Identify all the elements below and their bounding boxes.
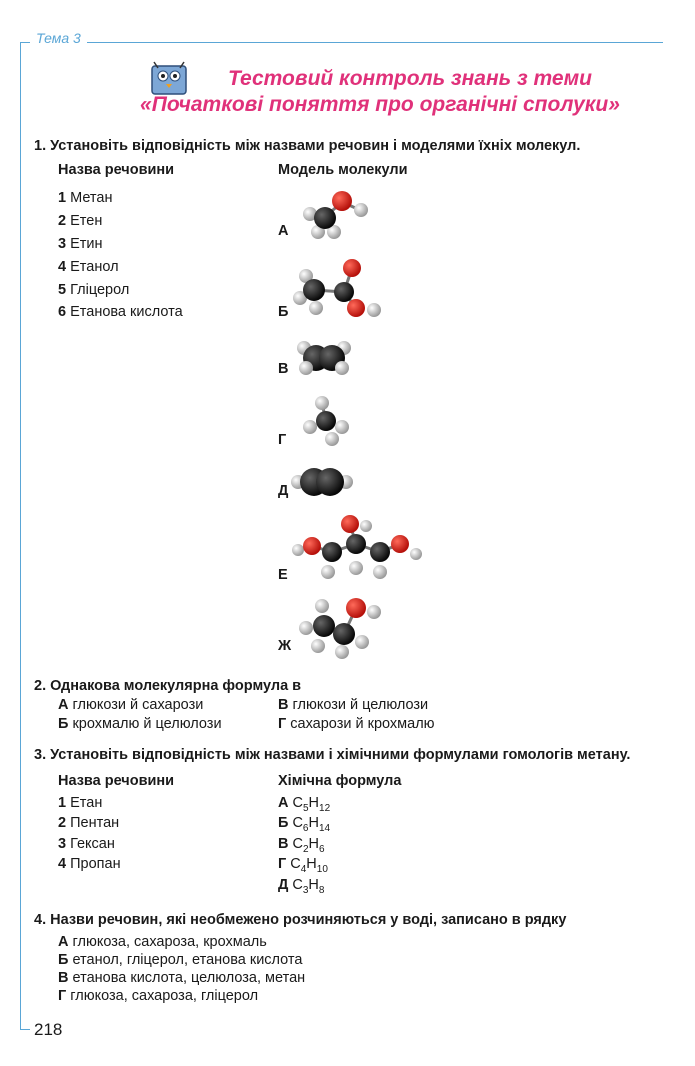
q1-item-4: 4 Етанол	[58, 259, 119, 275]
title-line-2: «Початкові поняття про органічні сполуки»	[140, 93, 620, 116]
q1-item-3: 3 Етин	[58, 236, 103, 252]
q4-option-v: В етанова кислота, целюлоза, метан	[58, 970, 306, 986]
q3-item-1: 1 Етан	[58, 795, 103, 811]
q3-formula-v: В $C_2H_6$	[278, 836, 325, 855]
model-label-d: Д	[278, 483, 289, 499]
q3-formula-b: Б $C_6H_{14}$	[278, 815, 331, 834]
q1-col1-header: Назва речовини	[58, 162, 175, 178]
q3-item-2: 2 Пентан	[58, 815, 120, 831]
question-1: 1. Установіть відповідність між назвами речовин і моделями їхніх молекул.	[34, 138, 581, 154]
q2-option-b: Б крохмалю й целюлози	[58, 716, 222, 732]
q3-formula-a: А $C_5H_{12}$	[278, 795, 331, 814]
model-label-e: Е	[278, 567, 288, 583]
model-label-v: В	[278, 361, 289, 377]
page-title	[100, 66, 660, 118]
q1-col2-header: Модель молекули	[278, 162, 408, 178]
q3-item-4: 4 Пропан	[58, 856, 121, 872]
molecule-model-e	[288, 514, 428, 586]
molecule-model-g	[302, 393, 354, 449]
q3-col2-header: Хімічна формула	[278, 773, 402, 789]
molecule-model-zh	[294, 596, 390, 660]
question-4: 4. Назви речовин, які необмежено розчиняються у воді, записано в рядку	[34, 912, 567, 928]
q4-option-a: А глюкоза, сахароза, крохмаль	[58, 934, 267, 950]
molecule-model-v	[294, 334, 354, 378]
question-3: 3. Установіть відповідність між назвами і хімічними формулами гомологів метану.	[34, 747, 631, 763]
q2-option-a: А глюкози й сахарози	[58, 697, 204, 713]
q2-option-v: В глюкози й целюлози	[278, 697, 429, 713]
q3-col1-header: Назва речовини	[58, 773, 175, 789]
molecule-model-d	[290, 463, 354, 501]
q2-option-g: Г сахарози й крохмалю	[278, 716, 435, 732]
q4-option-g: Г глюкоза, сахароза, гліцерол	[58, 988, 259, 1004]
q1-item-6: 6 Етанова кислота	[58, 304, 183, 320]
q1-item-1: 1 Метан	[58, 190, 113, 206]
question-2: 2. Однакова молекулярна формула в	[34, 678, 302, 694]
q3-item-3: 3 Гексан	[58, 836, 115, 852]
frame-left-line	[20, 42, 21, 1030]
frame-bottom-line	[20, 1029, 30, 1030]
frame-top-line	[20, 42, 663, 43]
q3-formula-d: Д $C_3H_8$	[278, 877, 325, 896]
q3-formula-g: Г $C_4H_{10}$	[278, 856, 328, 875]
molecule-model-a	[296, 188, 376, 244]
model-label-zh: Ж	[278, 638, 292, 654]
model-label-b: Б	[278, 304, 289, 320]
page-number: 218	[34, 1020, 63, 1039]
title-line-1: Тестовий контроль знань з теми	[228, 67, 592, 90]
q4-option-b: Б етанол, гліцерол, етанова кислота	[58, 952, 303, 968]
q1-item-5: 5 Гліцерол	[58, 282, 130, 298]
model-label-a: А	[278, 223, 289, 239]
model-label-g: Г	[278, 432, 287, 448]
q1-item-2: 2 Етен	[58, 213, 103, 229]
molecule-model-b	[290, 256, 386, 320]
section-label: Тема 3	[30, 30, 87, 46]
